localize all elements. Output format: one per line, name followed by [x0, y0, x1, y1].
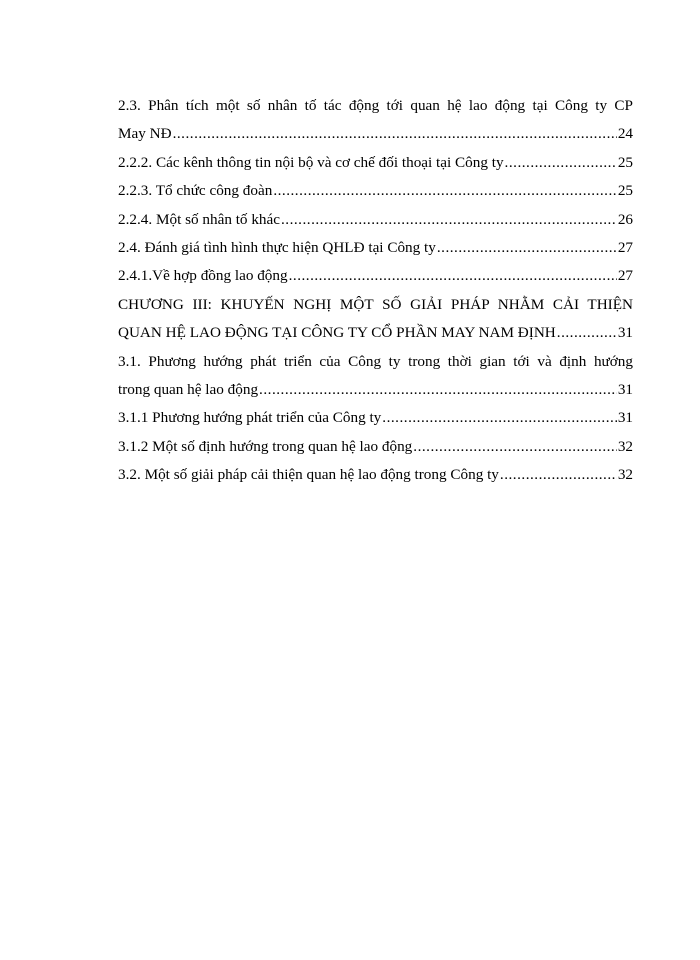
toc-leader-dots	[382, 404, 617, 432]
toc-leader-dots	[259, 376, 617, 404]
toc-entry[interactable]	[118, 433, 633, 461]
toc-entry[interactable]	[118, 206, 633, 234]
toc-page-number: 31	[617, 409, 633, 427]
toc-entry[interactable]	[118, 262, 633, 290]
toc-leader-dots	[173, 120, 617, 148]
toc-leader-dots	[289, 262, 617, 290]
toc-entry-text: 2.4. Đánh giá tình hình thực hiện QHLĐ tại Công ty	[118, 238, 436, 256]
toc-entry[interactable]	[118, 149, 633, 177]
toc-page-number: 32	[617, 466, 633, 484]
toc-page-number: 31	[617, 324, 633, 342]
toc-page-number: 25	[617, 153, 633, 171]
toc-entry[interactable]	[118, 461, 633, 489]
table-of-contents	[118, 92, 633, 489]
toc-leader-dots	[500, 461, 617, 489]
toc-leader-dots	[273, 177, 617, 205]
toc-entry[interactable]	[118, 177, 633, 205]
toc-page-number: 26	[617, 210, 633, 228]
toc-entry-text: 2.2.4. Một số nhân tố khác	[118, 210, 280, 228]
toc-entry-text: QUAN HỆ LAO ĐỘNG TẠI CÔNG TY CỔ PHẦN MAY NAM ĐỊNH	[118, 324, 556, 342]
toc-entry-text: CHƯƠNG III: KHUYẾN NGHỊ MỘT SỐ GIẢI PHÁP NHẰM CẢI THIỆN	[118, 295, 633, 313]
toc-entry-text: 2.4.1.Về hợp đồng lao động	[118, 267, 288, 285]
toc-entry-text: 3.1. Phương hướng phát triển của Công ty trong thời gian tới và định hướng	[118, 352, 633, 370]
toc-leader-dots	[281, 206, 617, 234]
toc-page-number: 31	[617, 380, 633, 398]
toc-entry[interactable]	[118, 348, 633, 405]
toc-leader-dots	[413, 433, 617, 461]
toc-entry[interactable]	[118, 404, 633, 432]
toc-page-number: 32	[617, 437, 633, 455]
toc-entry[interactable]	[118, 92, 633, 149]
toc-page-number: 27	[617, 238, 633, 256]
toc-entry-text: May NĐ	[118, 125, 172, 143]
toc-entry[interactable]	[118, 291, 633, 348]
toc-leader-dots	[505, 149, 617, 177]
toc-leader-dots	[557, 319, 617, 347]
toc-entry-text: trong quan hệ lao động	[118, 380, 259, 398]
toc-leader-dots	[437, 234, 617, 262]
toc-entry-text: 2.3. Phân tích một số nhân tố tác động tới quan hệ lao động tại Công ty CP	[118, 97, 633, 114]
toc-entry-text: 3.1.1 Phương hướng phát triển của Công ty	[118, 409, 382, 427]
toc-page-number: 24	[617, 125, 633, 143]
toc-entry-text: 2.2.2. Các kênh thông tin nội bộ và cơ chế đối thoại tại Công ty	[118, 153, 504, 171]
toc-entry-text: 3.2. Một số giải pháp cải thiện quan hệ lao động trong Công ty	[118, 466, 499, 484]
toc-page-number: 25	[617, 182, 633, 200]
toc-page-number: 27	[617, 267, 633, 285]
toc-entry-text: 2.2.3. Tổ chức công đoàn	[118, 182, 273, 200]
toc-entry-text: 3.1.2 Một số định hướng trong quan hệ lao động	[118, 437, 413, 455]
toc-entry[interactable]	[118, 234, 633, 262]
